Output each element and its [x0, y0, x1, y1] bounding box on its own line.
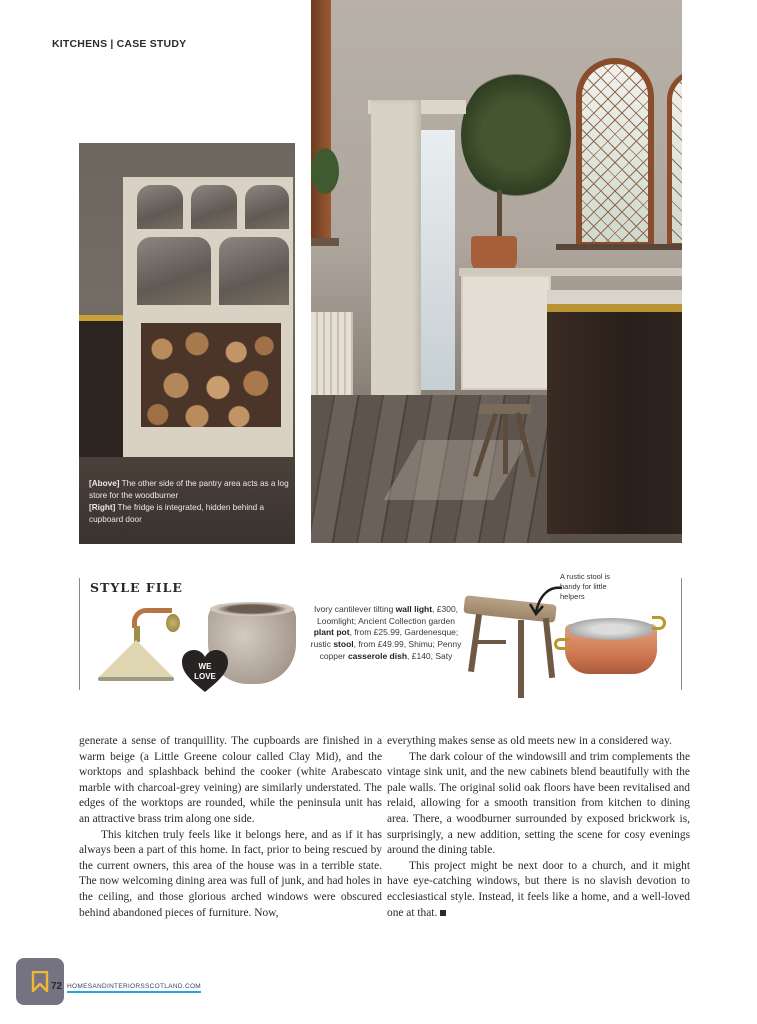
- photo-detail-tree-trunk: [497, 190, 502, 240]
- photo-detail-stool: [478, 404, 532, 414]
- desc-text: , from £25.99, Gardenesque; rustic: [310, 627, 459, 650]
- photo-detail-log-store: [141, 323, 281, 427]
- wall-light-shade: [98, 640, 174, 678]
- heart-icon: [180, 648, 230, 694]
- caption-right-text: The fridge is integrated, hidden behind a cupboard door: [89, 503, 265, 524]
- desc-text: , from £49.99, Shimu; Penny copper: [319, 639, 462, 661]
- desc-product-name: wall light: [395, 604, 433, 614]
- photo-detail-glass-pane: [137, 237, 211, 305]
- photo-detail-tree: [461, 70, 571, 200]
- style-file-description: [306, 604, 466, 663]
- photo-detail-glass-pane: [137, 185, 183, 229]
- arrow-icon: [528, 584, 564, 618]
- body-column-right: [387, 734, 690, 921]
- desc-product-name: stool: [333, 639, 354, 650]
- we-love-heart-badge: [180, 648, 230, 694]
- stool-rail: [476, 640, 506, 644]
- photo-detail-stool-leg: [503, 414, 508, 474]
- plant-pot-rim: [210, 602, 294, 616]
- style-file-note: A rustic stool is handy for little helpers: [560, 572, 611, 601]
- website-link[interactable]: HOMESANDINTERIORSSCOTLAND.COM: [67, 983, 201, 993]
- photo-detail-brass-trim: [79, 315, 124, 321]
- photo-detail-cabinet: [461, 275, 551, 390]
- bookmark-icon: [31, 971, 49, 993]
- page-number: 72: [51, 981, 63, 992]
- caption-above-text: The other side of the pantry area acts as a log store for the woodburner: [89, 479, 289, 500]
- photo-detail-dark-unit: [79, 318, 124, 468]
- body-paragraph: everything makes sense as old meets new in a considered way.: [387, 735, 672, 747]
- stool-leg: [518, 620, 524, 698]
- photo-detail-fridge: [421, 130, 455, 390]
- body-paragraph: The dark colour of the windowsill and trim complements the vintage sink unit, and the new cabinets blend beautifully with the pale walls. The original solid oak floors have been revitalised and relaid, allowing for a smooth transition from kitchen to dining area. There, a woodburner surrounded by exposed brickwork is, surprisingly, a new addition, setting the scene for cosy evenings around the dining table.: [387, 750, 690, 857]
- style-file-panel: [79, 572, 682, 690]
- casserole-dish-handle: [554, 638, 570, 650]
- casserole-dish-handle: [652, 616, 666, 630]
- body-column-left: [79, 734, 382, 921]
- body-paragraph: This kitchen truly feels like it belongs here, and as if it has always been a part of this home. In fact, prior to being rescued by the current owners, this area of the house was in a terrible state. The now welcoming dining area was full of junk, and had holes in the ceiling, and those glorious arched windows were obscured behind abandoned pieces of furniture. Now,: [79, 828, 382, 919]
- desc-text: , £300, Loomlight; Ancient Collection garden: [317, 604, 459, 626]
- stool-leg: [543, 618, 555, 678]
- caption-above-tag: [Above]: [89, 479, 120, 488]
- desc-text: , £140, Saty: [407, 650, 453, 661]
- casserole-dish-interior: [567, 618, 655, 640]
- photo-detail-plant: [311, 148, 339, 194]
- photo-detail-brass-trim: [547, 304, 682, 312]
- photo-detail-timber-beam: [311, 0, 331, 245]
- badge-line-1: WE: [198, 662, 212, 671]
- desc-product-name: casserole dish: [347, 650, 408, 661]
- wall-light-rim: [98, 677, 174, 681]
- photo-detail-arched-window: [667, 70, 682, 248]
- photo-detail-ledge: [311, 238, 339, 246]
- photo-detail-island: [547, 312, 682, 534]
- photo-detail-glass-pane: [245, 185, 289, 229]
- photo-detail-arched-window: [576, 58, 654, 248]
- photo-pantry-log-store: [79, 143, 295, 544]
- photo-caption: [89, 478, 289, 526]
- body-paragraph-text: This project might be next door to a church, and it might have eye-catching windows, but there is no slavish devotion to ecclesiastical style. Instead, it feels like a home, and a well-loved one at that.: [387, 859, 690, 919]
- photo-detail-windowsill: [556, 244, 682, 250]
- photo-detail-glass-pane: [191, 185, 237, 229]
- section-label: KITCHENS | CASE STUDY: [52, 38, 187, 50]
- body-paragraph-final: [387, 859, 690, 921]
- body-paragraph: generate a sense of tranquillity. The cupboards are finished in a warm beige (a Little Greene colour called Clay Mid), and the worktops and splashback behind the cooker (white Arabescato marble with charcoal-grey veining) are similarly understated. The edges of the worktops are rounded, while the peninsula unit has an attractive brass trim along one side.: [79, 735, 382, 825]
- desc-text: Ivory cantilever tilting: [313, 604, 396, 614]
- photo-detail-glass-pane: [219, 237, 289, 305]
- photo-kitchen: [311, 0, 682, 543]
- desc-product-name: plant pot: [313, 627, 350, 638]
- badge-line-2: LOVE: [194, 672, 216, 681]
- end-of-article-mark: [440, 910, 446, 916]
- wall-light-mount: [166, 614, 180, 632]
- caption-right-tag: [Right]: [89, 503, 116, 512]
- photo-detail-island-top: [547, 290, 682, 304]
- photo-detail-cupboard-door: [371, 100, 421, 400]
- style-file-title: STYLE FILE: [90, 580, 183, 595]
